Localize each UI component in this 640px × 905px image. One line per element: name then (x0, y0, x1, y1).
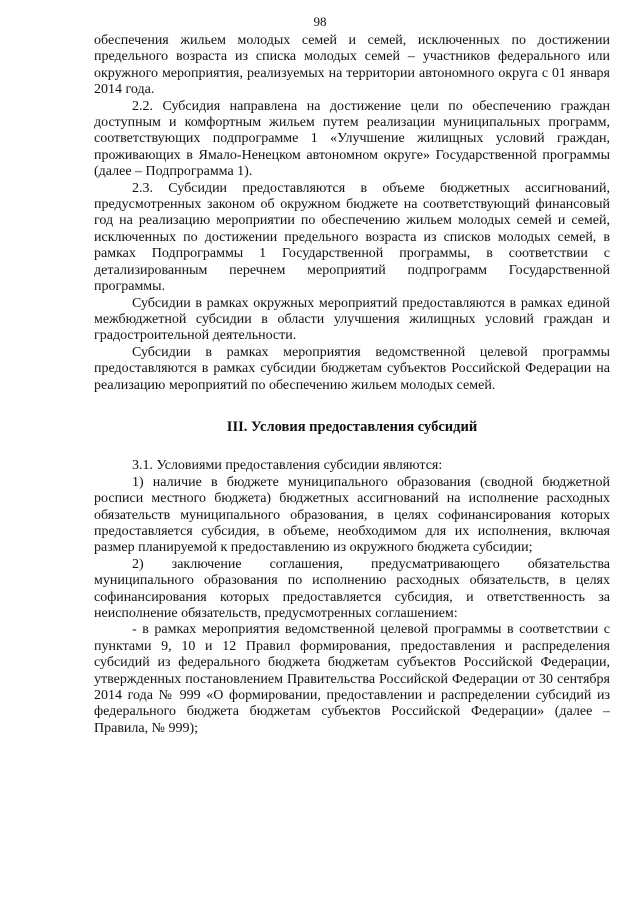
list-item-2: 2) заключение соглашения, предусматривающего обязательства муниципального образования по исполнению расходных обязательств, в целях софинансирования которых предоставляется субсидия, и ответственность за неисполнение обязательств, предусмотренных соглашением: (94, 556, 610, 621)
paragraph-2-3: 2.3. Субсидии предоставляются в объеме бюджетных ассигнований, предусмотренных законом об окружном бюджете на соответствующий финансовый год на реализацию мероприятии по обеспечению жильем молодых семей и семей, исключенных по достижении предельного возраста из списков молодых семей, в рамках Подпрограммы 1 Государственной программы, в соответствии с детализированным перечнем мероприятий подпрограмм Государственной программы. (94, 180, 610, 295)
paragraph-continuation: обеспечения жильем молодых семей и семей, исключенных по достижении предельного возраста из списка молодых семей – участников федерального или окружного мероприятия, реализуемых на территории автономного округа с 01 января 2014 года. (94, 33, 610, 98)
list-item-1: 1) наличие в бюджете муниципального образования (сводной бюджетной росписи местного бюджета) бюджетных ассигнований на исполнение расходных обязательств муниципального образования, в целях софинансирования которых предоставляется субсидия, в объеме, необходимом для их исполнения, включая размер планируемой к предоставлению из окружного бюджета субсидии; (94, 474, 610, 556)
paragraph-3-1: 3.1. Условиями предоставления субсидии являются: (132, 458, 443, 474)
paragraph-2-2: 2.2. Субсидия направлена на достижение цели по обеспечению граждан доступным и комфортным жильем путем реализации муниципальных программ, соответствующих подпрограмме 1 «Улучшение жилищных условий граждан, проживающих в Ямало-Ненецком автономном округе» Государственной программы (далее – Подпрограмма 1). (94, 98, 610, 180)
list-item-dash: - в рамках мероприятия ведомственной целевой программы в соответствии с пунктами 9, 10 и 12 Правил формирования, предоставления и распределения субсидий из федерального бюджета бюджетам субъектов Российской Федерации, утвержденных постановлением Правительства Российской Федерации от 30 сентября 2014 года № 999 «О формировании, предоставлении и распределении субсидий из федерального бюджета бюджетам субъектов Российской Федерации» (далее – Правила, № 999); (94, 622, 610, 736)
document-body (94, 33, 610, 737)
section-heading: III. Условия предоставления субсидий (226, 418, 478, 435)
page-number: 98 (313, 14, 327, 29)
paragraph-departmental-subsidies: Субсидии в рамках мероприятия ведомственной целевой программы предоставляются в рамках субсидии бюджетам субъектов Российской Федерации на реализацию мероприятий по обеспечению жильем молодых семей. (94, 344, 610, 393)
paragraph-district-subsidies: Субсидии в рамках окружных мероприятий предоставляются в рамках единой межбюджетной субсидии в области улучшения жилищных условий граждан и градостроительной деятельности. (94, 295, 610, 344)
